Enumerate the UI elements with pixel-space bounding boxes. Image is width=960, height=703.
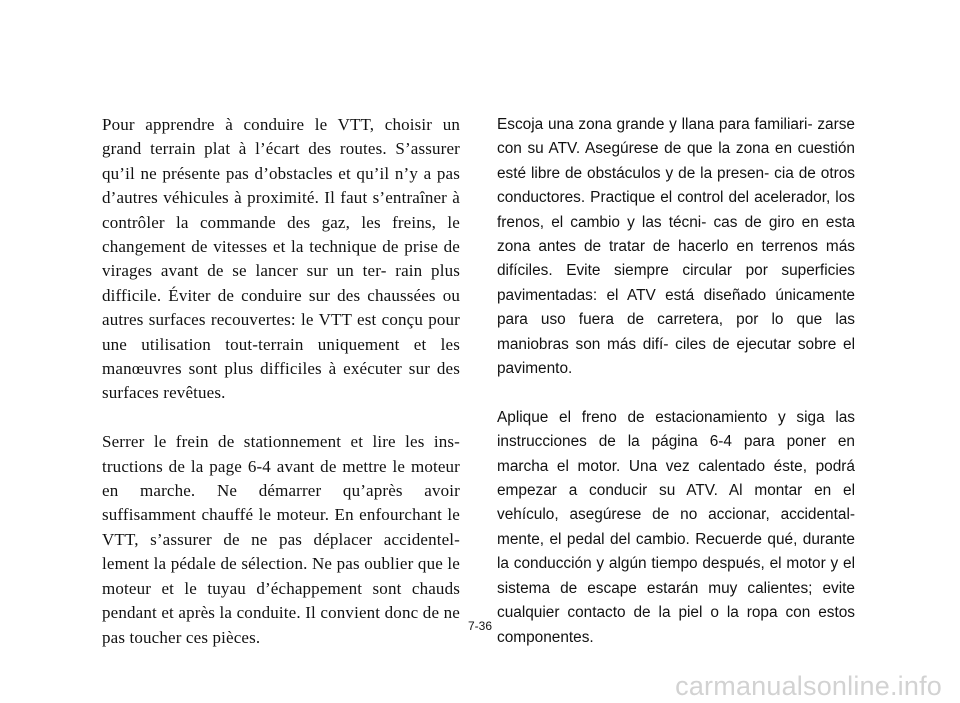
spanish-paragraph-2: Aplique el freno de estacionamiento y siga las instrucciones de la página 6-4 para poner en marcha el motor. Una vez calentado éste, podrá empezar a conducir su ATV. Al montar en el vehículo, asegúrese de no accionar, accidental- mente, el pedal del cambio. Recuerde qué, durante la conducción y algún tiempo después, el motor y el sistema de escape estarán muy calientes; evite cualquier contacto de la piel o la ropa con estos componentes.: [497, 408, 855, 646]
french-paragraph-1: Pour apprendre à conduire le VTT, choisir un grand terrain plat à l’écart des routes. S’assurer qu’il ne présente pas d’obstacles et qu’il n’y a pas d’autres véhicules à proximité. Il faut s’entraîner à contrôler la commande des gaz, les freins, le changement de vitesses et la technique de prise de virages avant de se lancer sur un ter- rain plus difficile. Éviter de conduire sur des chaussées ou autres surfaces recouvertes: le VTT est conçu pour une utilisation tout-terrain uniquement et les manœuvres sont plus difficiles à exécuter sur des surfaces revêtues.: [102, 115, 460, 403]
spanish-column: [497, 113, 855, 650]
watermark-text: carmanualsonline.info: [675, 671, 942, 701]
french-paragraph-2: Serrer le frein de stationnement et lire les ins- tructions de la page 6-4 avant de mettre le moteur en marche. Ne démarrer qu’après avoir suffisamment chauffé le moteur. En enfourchant le VTT, s’assurer de ne pas déplacer accidentel- lement la pédale de sélection. Ne pas oublier que le moteur et le tuyau d’échappement sont chauds pendant et après la conduite. Il convient donc de ne pas toucher ces pièces.: [102, 432, 460, 647]
french-column: [102, 113, 460, 650]
page-number: 7-36: [467, 619, 493, 633]
spanish-paragraph-1: Escoja una zona grande y llana para familiari- zarse con su ATV. Asegúrese de que la zona en cuestión esté libre de obstáculos y de la presen- cia de otros conductores. Practique el control del acelerador, los frenos, el cambio y las técni- cas de giro en esta zona antes de tratar de hacerlo en terrenos más difíciles. Evite siempre circular por superficies pavimentadas: el ATV está diseñado únicamente para uso fuera de carretera, por lo que las maniobras son más difí- ciles de ejecutar sobre el pavimento.: [497, 116, 855, 378]
